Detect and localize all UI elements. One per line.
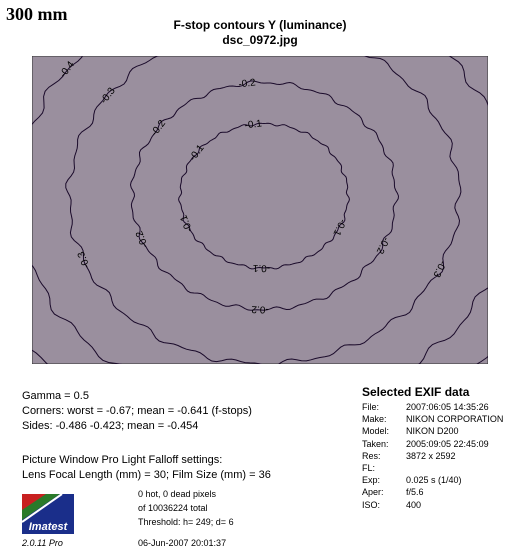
contour-level-label: -0.3	[75, 249, 93, 270]
contour-level-label: -0.3	[430, 258, 448, 279]
chart-filename: dsc_0972.jpg	[222, 33, 298, 47]
contour-level-label: -0.1	[178, 213, 196, 234]
exif-row	[362, 402, 489, 412]
exif-row	[362, 451, 456, 461]
exif-row	[362, 463, 406, 473]
pixel-count-hot-dead: 0 hot, 0 dead pixels	[138, 489, 217, 499]
pixel-count-total: of 10036224 total	[138, 503, 208, 513]
exif-row	[362, 426, 459, 436]
exif-title: Selected EXIF data	[362, 385, 470, 399]
chart-title: F-stop contours Y (luminance)	[173, 18, 347, 32]
exif-value: f/5.6	[406, 487, 424, 498]
exif-key: Aper:	[362, 487, 384, 498]
exif-value: 0.025 s (1/40)	[406, 475, 462, 486]
exif-row	[362, 500, 421, 510]
exif-value: 400	[406, 499, 422, 510]
exif-value: NIKON D200	[406, 426, 459, 437]
contour-level-label: -0.1	[244, 118, 263, 132]
exif-value: 2005:09:05 22:45:09	[406, 438, 489, 449]
contour-level-label: -0.2	[237, 77, 257, 91]
exif-value: 3872 x 2592	[406, 450, 456, 461]
pw-settings-values: Lens Focal Length (mm) = 30; Film Size (mm) = 36	[22, 469, 271, 481]
contour-level-label: -0.1	[252, 261, 271, 274]
exif-row	[362, 439, 489, 449]
pixel-threshold: Threshold: h= 249; d= 6	[138, 517, 234, 527]
exif-key: FL:	[362, 463, 376, 473]
run-timestamp: 06-Jun-2007 20:01:37	[138, 538, 227, 548]
contour-level-label: -0.2	[134, 229, 151, 250]
lens-focal-label: 300 mm	[6, 4, 68, 24]
exif-key: Make:	[362, 414, 387, 425]
contour-level-label: -0.2	[373, 235, 392, 256]
exif-key: File:	[362, 402, 380, 412]
gamma-stat: Gamma = 0.5	[22, 390, 89, 402]
exif-value: 2007:06:05 14:35:26	[406, 402, 489, 412]
exif-row	[362, 414, 503, 424]
pw-settings-heading: Picture Window Pro Light Falloff settings:	[22, 454, 223, 466]
contour-plot	[32, 56, 488, 364]
corners-stat: Corners: worst = -0.67; mean = -0.641 (f-stops)	[22, 405, 252, 417]
contour-level-label: -0.3	[98, 85, 118, 107]
contour-level-label: -0.2	[149, 118, 169, 139]
exif-row	[362, 475, 462, 485]
imatest-logo	[22, 494, 74, 534]
imatest-version: 2.0.11 Pro	[22, 538, 63, 548]
svg-text:Imatest: Imatest	[28, 521, 68, 533]
exif-key: Taken:	[362, 438, 389, 449]
exif-key: Exp:	[362, 475, 381, 486]
exif-key: Model:	[362, 426, 390, 437]
exif-row	[362, 487, 424, 497]
exif-value: NIKON CORPORATION	[406, 414, 504, 425]
exif-key: Res:	[362, 450, 381, 461]
contour-level-label: -0.1	[187, 142, 207, 164]
plot-background	[32, 56, 488, 364]
contour-level-label: -0.4	[57, 59, 77, 80]
contour-level-label: -0.2	[251, 303, 269, 315]
exif-key: ISO:	[362, 499, 381, 510]
sides-stat: Sides: -0.486 -0.423; mean = -0.454	[22, 420, 199, 432]
contour-level-label: -0.1	[330, 217, 348, 238]
